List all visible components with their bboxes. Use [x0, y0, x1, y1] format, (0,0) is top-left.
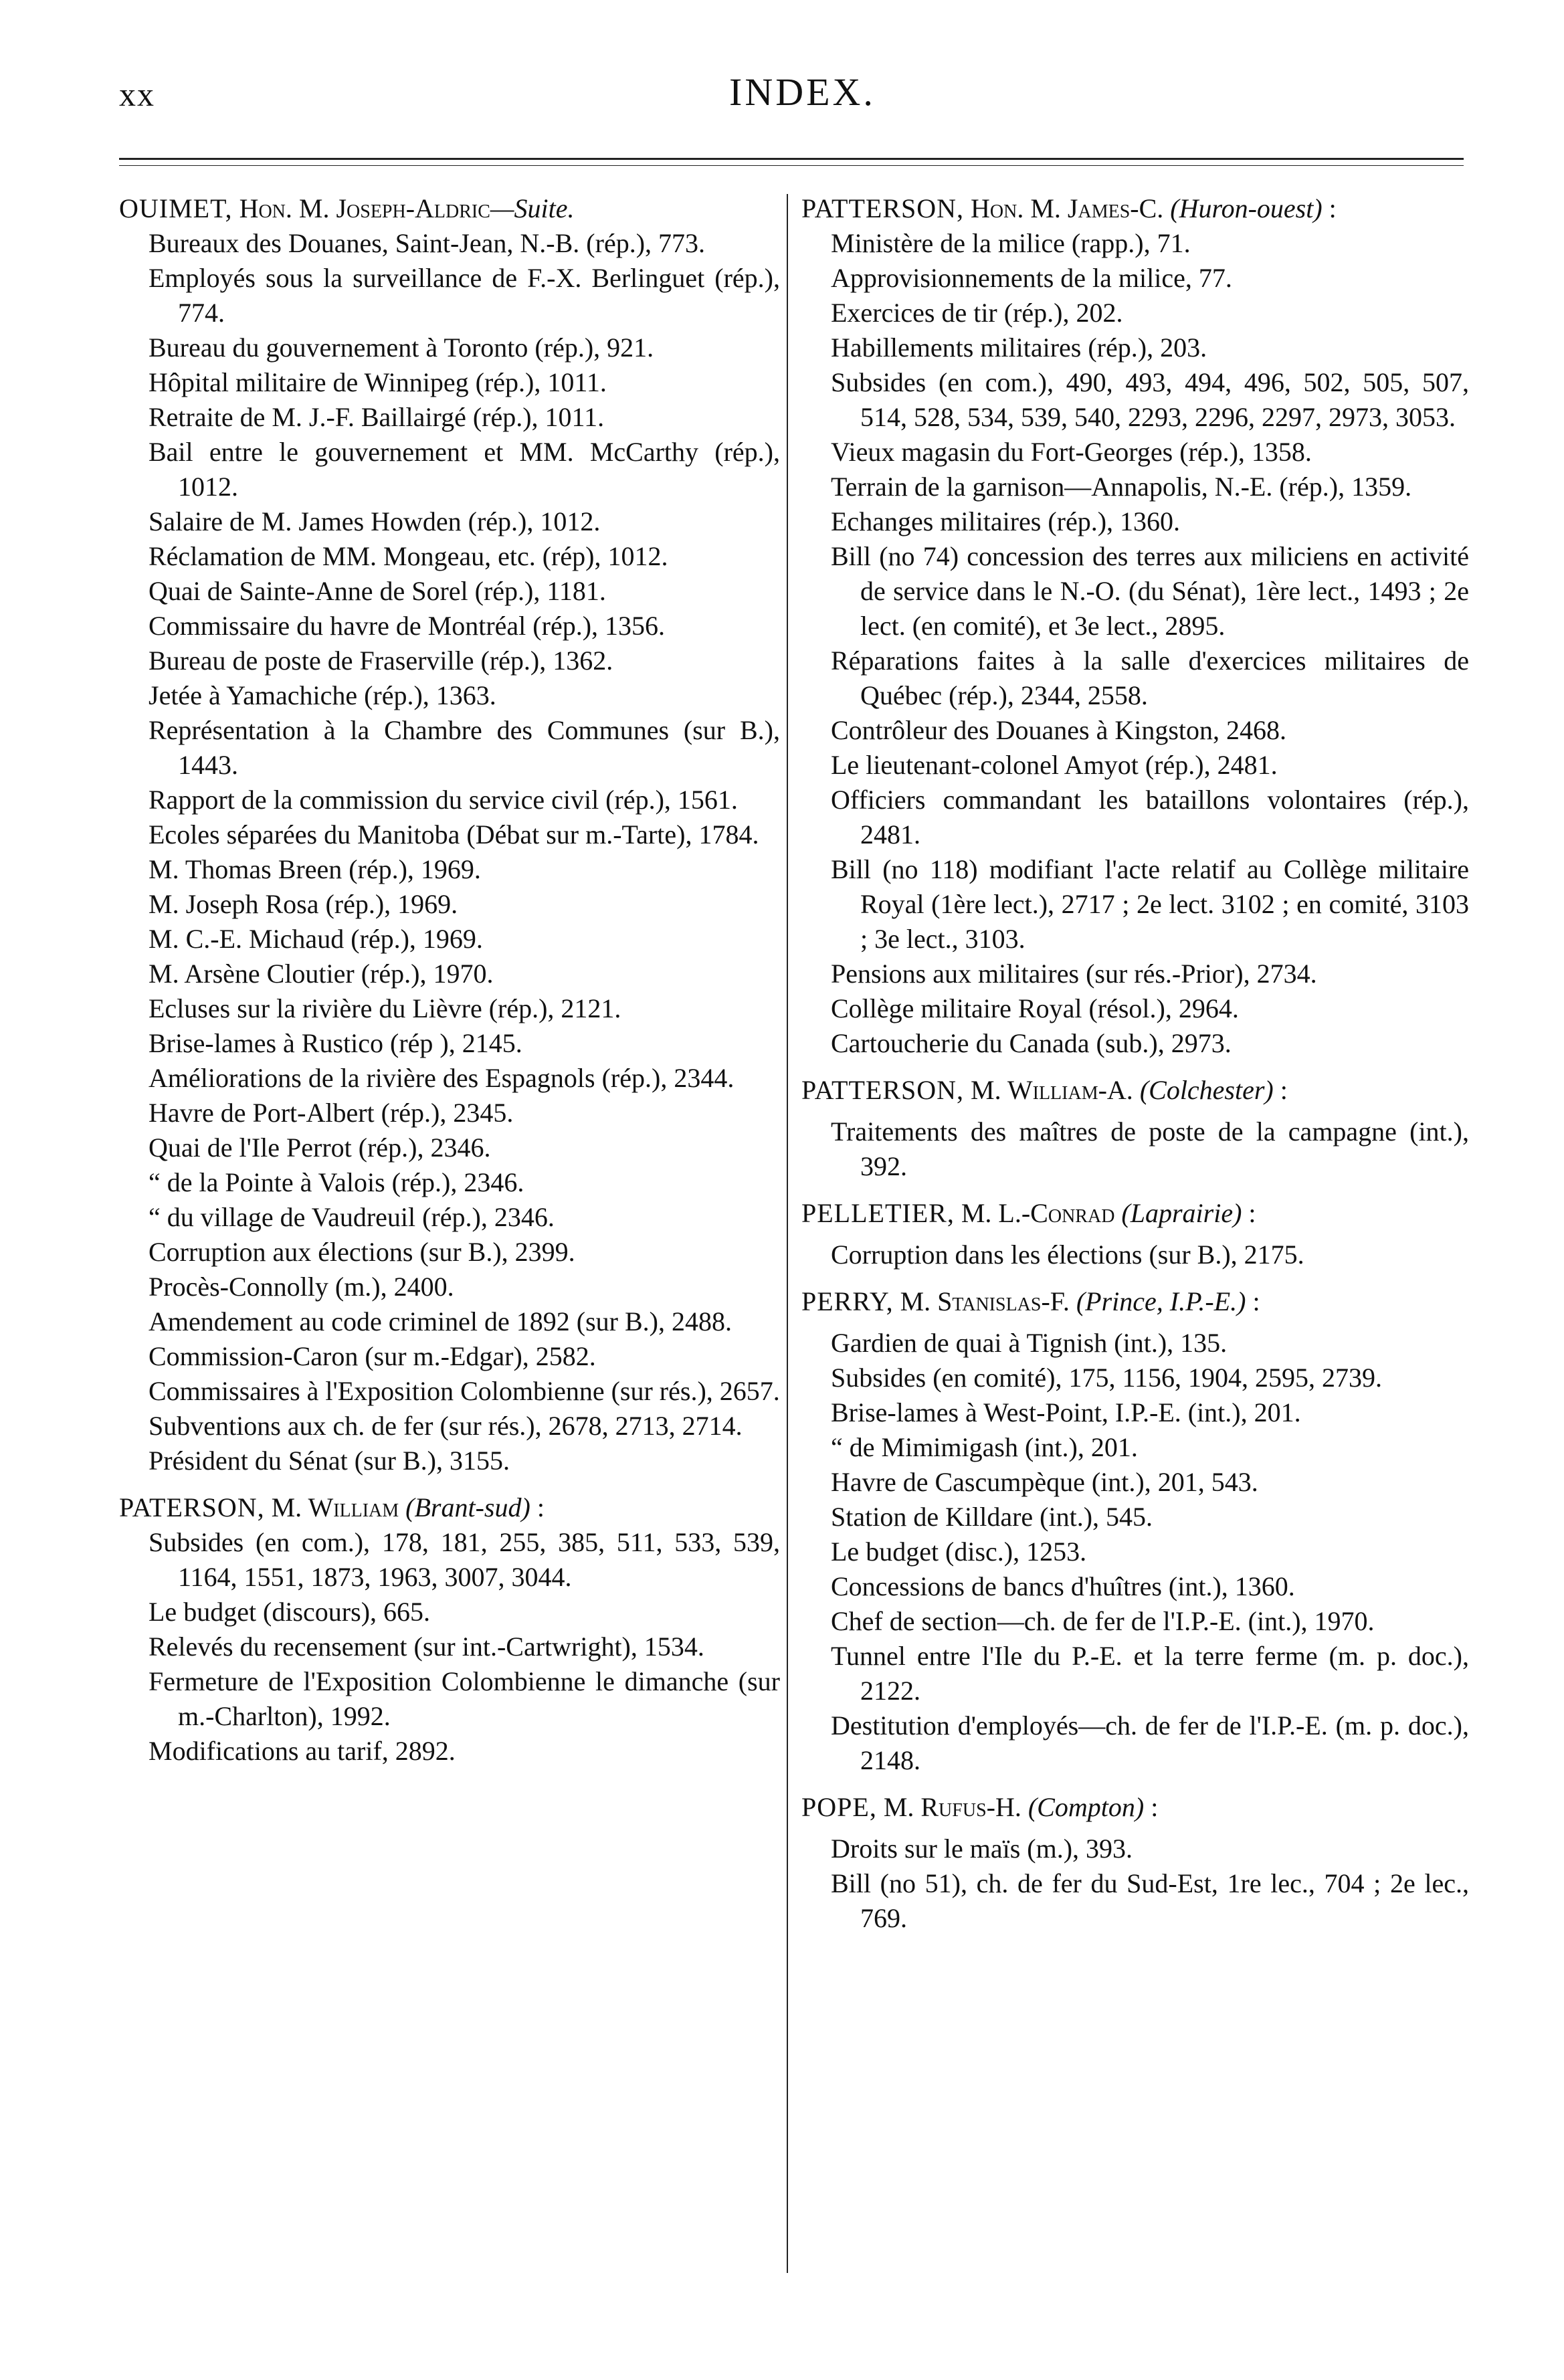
index-entry: Terrain de la garnison—Annapolis, N.-E. (rép.), 1359. [831, 472, 1412, 502]
index-section [800, 1196, 1469, 1272]
index-entry: M. Joseph Rosa (rép.), 1969. [149, 889, 458, 919]
index-entry: Bill (no 118) modifiant l'acte relatif au Collège militaire Royal (1ère lect.), 2717 ; 2e lect. 3102 ; en comité, 3103 ; 3e lect., 3103. [831, 854, 1469, 954]
index-entry: Gardien de quai à Tignish (int.), 135. [831, 1328, 1228, 1358]
index-entry: Améliorations de la rivière des Espagnols (rép.), 2344. [149, 1063, 735, 1093]
member-heading-suffix: : [530, 1492, 545, 1522]
member-name: PATTERSON, [801, 193, 965, 223]
member-heading [118, 191, 780, 226]
index-entry: Le lieutenant-colonel Amyot (rép.), 2481. [831, 750, 1278, 780]
index-entry: Concessions de bancs d'huîtres (int.), 1360. [831, 1571, 1295, 1601]
index-entry: Employés sous la surveillance de F.-X. Berlinguet (rép.), 774. [149, 263, 780, 328]
index-entry: Président du Sénat (sur B.), 3155. [149, 1446, 510, 1476]
index-entry: Subventions aux ch. de fer (sur rés.), 2678, 2713, 2714. [149, 1411, 743, 1441]
index-entry: Le budget (discours), 665. [149, 1597, 431, 1627]
index-entry: Commission-Caron (sur m.-Edgar), 2582. [149, 1341, 596, 1371]
member-name: POPE, [801, 1792, 877, 1822]
index-section [800, 191, 1469, 1061]
index-entry: Bureau du gouvernement à Toronto (rép.), 921. [149, 332, 654, 363]
member-heading-suffix: : [1144, 1792, 1159, 1822]
member-riding: (Brant-sud) [405, 1492, 530, 1522]
index-entry: Habillements militaires (rép.), 203. [831, 332, 1207, 363]
index-entry: “ de la Pointe à Valois (rép.), 2346. [149, 1167, 524, 1197]
index-entry: Approvisionnements de la milice, 77. [831, 263, 1232, 293]
index-entry: Traitements des maîtres de poste de la campagne (int.), 392. [831, 1116, 1469, 1181]
member-riding: (Compton) [1028, 1792, 1145, 1822]
member-title: M. Stanislas-F. [893, 1286, 1076, 1316]
index-entry: Cartoucherie du Canada (sub.), 2973. [831, 1028, 1232, 1058]
index-entry: Quai de l'Ile Perrot (rép.), 2346. [149, 1132, 491, 1163]
member-riding: (Prince, I.P.-E.) [1076, 1286, 1246, 1316]
index-entry: Relevés du recensement (sur int.-Cartwright), 1534. [149, 1631, 704, 1662]
right-column [800, 191, 1469, 1948]
member-name: PELLETIER, [801, 1198, 955, 1228]
index-entry: Modifications au tarif, 2892. [149, 1736, 456, 1766]
index-entry: Réparations faites à la salle d'exercices militaires de Québec (rép.), 2344, 2558. [831, 646, 1469, 710]
index-entry: Quai de Sainte-Anne de Sorel (rép.), 1181. [149, 576, 606, 606]
member-heading-suffix: : [1322, 193, 1337, 223]
member-title: M. Rufus-H. [876, 1792, 1028, 1822]
index-entry: Subsides (en comité), 175, 1156, 1904, 2595, 2739. [831, 1363, 1383, 1393]
index-section [118, 191, 780, 1478]
index-entry: Amendement au code criminel de 1892 (sur B.), 2488. [149, 1306, 732, 1336]
page-title: INDEX. [729, 70, 876, 114]
member-heading [800, 1790, 1469, 1825]
index-entry: Jetée à Yamachiche (rép.), 1363. [149, 680, 496, 710]
index-entry: Procès-Connolly (m.), 2400. [149, 1272, 454, 1302]
header-rule-thick [119, 158, 1464, 160]
index-entry: Tunnel entre l'Ile du P.-E. et la terre ferme (m. p. doc.), 2122. [831, 1641, 1469, 1706]
member-name: PATERSON, [119, 1492, 265, 1522]
index-entry: Retraite de M. J.-F. Baillairgé (rép.), 1011. [149, 402, 605, 432]
index-entry: Droits sur le maïs (m.), 393. [831, 1833, 1133, 1864]
index-entry: Hôpital militaire de Winnipeg (rép.), 1011. [149, 367, 607, 397]
member-riding: —Suite. [490, 193, 575, 223]
member-heading [800, 191, 1469, 226]
index-entry: Réclamation de MM. Mongeau, etc. (rép), 1012. [149, 541, 668, 571]
member-riding: (Laprairie) [1121, 1198, 1242, 1228]
member-title: Hon. M. James-C. [964, 193, 1171, 223]
index-entry: Brise-lames à Rustico (rép ), 2145. [149, 1028, 522, 1058]
index-section [800, 1073, 1469, 1184]
member-heading [118, 1490, 780, 1525]
index-entry: Corruption dans les élections (sur B.), 2175. [831, 1239, 1304, 1270]
index-entry: Bail entre le gouvernement et MM. McCarthy (rép.), 1012. [149, 437, 780, 502]
index-entry: “ de Mimimigash (int.), 201. [831, 1432, 1138, 1462]
index-section [800, 1284, 1469, 1778]
index-entry: Rapport de la commission du service civil (rép.), 1561. [149, 785, 738, 815]
index-entry: “ du village de Vaudreuil (rép.), 2346. [149, 1202, 555, 1232]
index-entry: M. Arsène Cloutier (rép.), 1970. [149, 959, 494, 989]
index-entry: M. Thomas Breen (rép.), 1969. [149, 854, 481, 884]
member-name: OUIMET, [119, 193, 233, 223]
index-entry: Commissaires à l'Exposition Colombienne (sur rés.), 2657. [149, 1376, 780, 1406]
index-entry: Echanges militaires (rép.), 1360. [831, 506, 1181, 536]
index-entry: Représentation à la Chambre des Communes (sur B.), 1443. [149, 715, 780, 780]
index-entry: Le budget (disc.), 1253. [831, 1536, 1087, 1567]
index-entry: Subsides (en com.), 178, 181, 255, 385, 511, 533, 539, 1164, 1551, 1873, 1963, 3007, 3044. [149, 1527, 780, 1592]
member-title: Hon. M. Joseph-Aldric [232, 193, 490, 223]
index-entry: Ecoles séparées du Manitoba (Débat sur m.-Tarte), 1784. [149, 819, 759, 850]
index-entry: Contrôleur des Douanes à Kingston, 2468. [831, 715, 1287, 745]
index-entry: M. C.-E. Michaud (rép.), 1969. [149, 924, 483, 954]
index-entry: Bureau de poste de Fraserville (rép.), 1362. [149, 646, 613, 676]
index-entry: Corruption aux élections (sur B.), 2399. [149, 1237, 575, 1267]
member-heading-suffix: : [1242, 1198, 1256, 1228]
index-entry: Pensions aux militaires (sur rés.-Prior), 2734. [831, 959, 1317, 989]
index-entry: Salaire de M. James Howden (rép.), 1012. [149, 506, 601, 536]
header-rule-thin [119, 165, 1464, 166]
index-entry: Ecluses sur la rivière du Lièvre (rép.), 2121. [149, 993, 621, 1023]
index-entry: Bureaux des Douanes, Saint-Jean, N.-B. (rép.), 773. [149, 228, 706, 258]
member-title: M. William [264, 1492, 406, 1522]
member-heading [800, 1196, 1469, 1231]
member-title: M. William-A. [964, 1075, 1140, 1105]
index-entry: Collège militaire Royal (résol.), 2964. [831, 993, 1239, 1023]
page-number: xx [119, 76, 155, 113]
index-entry: Bill (no 74) concession des terres aux miliciens en activité de service dans le N.-O. (du Sénat), 1ère lect., 1493 ; 2e lect. (en comité), et 3e lect., 2895. [831, 541, 1469, 641]
index-entry: Ministère de la milice (rapp.), 71. [831, 228, 1191, 258]
member-heading [800, 1073, 1469, 1108]
index-section [118, 1490, 780, 1769]
index-section [800, 1790, 1469, 1936]
index-entry: Officiers commandant les bataillons volontaires (rép.), 2481. [831, 785, 1469, 850]
index-entry: Chef de section—ch. de fer de l'I.P.-E. (int.), 1970. [831, 1606, 1375, 1636]
member-riding: (Colchester) [1139, 1075, 1274, 1105]
member-title: M. L.-Conrad [954, 1198, 1122, 1228]
index-entry: Exercices de tir (rép.), 202. [831, 298, 1123, 328]
index-entry: Brise-lames à West-Point, I.P.-E. (int.), 201. [831, 1397, 1301, 1427]
index-entry: Havre de Cascumpèque (int.), 201, 543. [831, 1467, 1258, 1497]
left-column [118, 191, 780, 1781]
member-name: PERRY, [801, 1286, 894, 1316]
index-entry: Commissaire du havre de Montréal (rép.), 1356. [149, 611, 666, 641]
index-entry: Fermeture de l'Exposition Colombienne le dimanche (sur m.-Charlton), 1992. [149, 1666, 780, 1731]
index-entry: Havre de Port-Albert (rép.), 2345. [149, 1098, 514, 1128]
index-entry: Destitution d'employés—ch. de fer de l'I.P.-E. (m. p. doc.), 2148. [831, 1710, 1469, 1775]
index-entry: Subsides (en com.), 490, 493, 494, 496, 502, 505, 507, 514, 528, 534, 539, 540, 2293, 2296, 2297, 2973, 3053. [831, 367, 1469, 432]
index-entry: Bill (no 51), ch. de fer du Sud-Est, 1re lec., 704 ; 2e lec., 769. [831, 1868, 1469, 1933]
index-entry: Station de Killdare (int.), 545. [831, 1502, 1153, 1532]
member-name: PATTERSON, [801, 1075, 965, 1105]
member-heading-suffix: : [1273, 1075, 1288, 1105]
index-entry: Vieux magasin du Fort-Georges (rép.), 1358. [831, 437, 1312, 467]
member-heading [800, 1284, 1469, 1319]
member-heading-suffix: : [1246, 1286, 1260, 1316]
column-divider [787, 194, 788, 2273]
member-riding: (Huron-ouest) [1170, 193, 1323, 223]
